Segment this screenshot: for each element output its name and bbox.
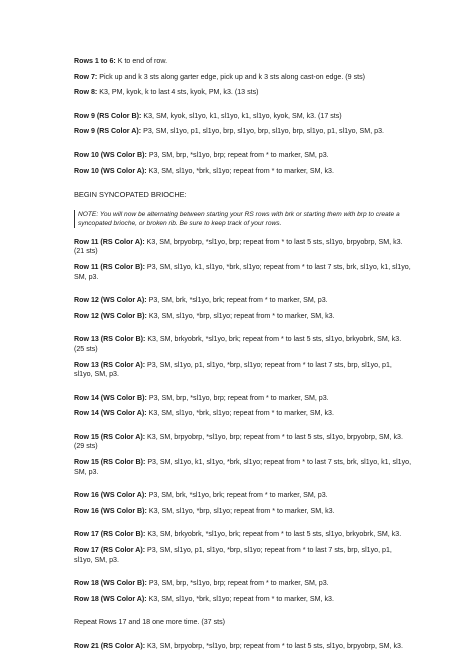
row-12-ws-b: Row 12 (WS Color B): K3, SM, sl1yo, *brp, sl1yo; repeat from * to marker, SM, k3.: [74, 311, 335, 320]
row-15-rs-b: Row 15 (RS Color B): P3, SM, sl1yo, k1, sl1yo, *brk, sl1yo; repeat from * to last 7 sts, brk, sl1yo, k1, sl1yo, SM, p3.: [74, 458, 412, 476]
row-18-ws-a: Row 18 (WS Color A): K3, SM, sl1yo, *brk, sl1yo; repeat from * to marker, SM, k3.: [74, 594, 334, 603]
row-14-ws-b: Row 14 (WS Color B): P3, SM, brp, *sl1yo, brp; repeat from * to marker, SM, p3.: [74, 393, 329, 402]
row-11-rs-a: Row 11 (RS Color A): K3, SM, brpyobrp, *sl1yo, brp; repeat from * to last 5 sts, sl1yo, brpyobrp, SM, k3. (21 sts): [74, 237, 403, 256]
row-9-rs-b: Row 9 (RS Color B): K3, SM, kyok, sl1yo, k1, sl1yo, k1, sl1yo, kyok, SM, k3. (17 sts): [74, 111, 342, 120]
row-12-ws-a: Row 12 (WS Color A): P3, SM, brk, *sl1yo, brk; repeat from * to marker, SM, p3.: [74, 296, 328, 305]
row-16-ws-a: Row 16 (WS Color A): P3, SM, brk, *sl1yo, brk; repeat from * to marker, SM, p3.: [74, 491, 328, 500]
row-11-rs-b: Row 11 (RS Color B): P3, SM, sl1yo, k1, sl1yo, *brk, sl1yo; repeat from * to last 7 sts, brk, sl1yo, k1, sl1yo, SM, p3.: [74, 262, 411, 281]
row-7: Row 7: Pick up and k 3 sts along garter edge, pick up and k 3 sts along cast-on edge. (9 sts): [74, 72, 366, 81]
note-text: NOTE: You will now be alternating between starting your RS rows with brk or starting them with brp to create a syncopated brioche, or broken rib. Be sure to keep track of your rows.: [74, 210, 412, 228]
row-13-rs-b: Row 13 (RS Color B): K3, SM, brkyobrk, *sl1yo, brk; repeat from * to last 5 sts, sl1yo, brkyobrk, SM, k3. (25 sts): [74, 335, 402, 353]
row-13-rs-a: Row 13 (RS Color A): P3, SM, sl1yo, p1, sl1yo, *brp, sl1yo; repeat from * to last 7 sts, brp, sl1yo, p1, sl1yo, SM, p3.: [74, 360, 392, 379]
row-14-ws-a: Row 14 (WS Color A): K3, SM, sl1yo, *brk, sl1yo; repeat from * to marker, SM, k3.: [74, 409, 334, 418]
row-10-ws-a: Row 10 (WS Color A): K3, SM, sl1yo, *brk, sl1yo; repeat from * to marker, SM, k3.: [74, 166, 334, 175]
row-15-rs-a: Row 15 (RS Color A): K3, SM, brpyobrp, *sl1yo, brp; repeat from * to last 5 sts, sl1yo, brpyobrp, SM, k3. (29 sts): [74, 432, 403, 451]
row-17-rs-b: Row 17 (RS Color B): K3, SM, brkyobrk, *sl1yo, brk; repeat from * to last 5 sts, sl1yo, brkyobrk, SM, k3.: [74, 530, 402, 539]
row-16-ws-b: Row 16 (WS Color B): K3, SM, sl1yo, *brp, sl1yo; repeat from * to marker, SM, k3.: [74, 506, 335, 515]
row-1-6: Rows 1 to 6: K to end of row.: [74, 57, 168, 65]
row-17-rs-a: Row 17 (RS Color A): P3, SM, sl1yo, p1, sl1yo, *brp, sl1yo; repeat from * to last 7 sts, brp, sl1yo, p1, sl1yo, SM, p3.: [74, 546, 392, 564]
row-18-ws-b: Row 18 (WS Color B): P3, SM, brp, *sl1yo, brp; repeat from * to marker, SM, p3.: [74, 579, 329, 588]
repeat-instruction: Repeat Rows 17 and 18 one more time. (37 sts): [74, 618, 226, 627]
section-heading: BEGIN SYNCOPATED BRIOCHE:: [74, 190, 187, 200]
row-21-rs-a: Row 21 (RS Color A): K3, SM, brpyobrp, *sl1yo, brp; repeat from * to last 5 sts, sl1yo, brpyobrp, SM, k3.: [74, 642, 403, 650]
row-9-rs-a: Row 9 (RS Color A): P3, SM, sl1yo, p1, sl1yo, brp, sl1yo, brp, sl1yo, brp, sl1yo, p1, sl1yo, SM, p3.: [74, 127, 384, 136]
row-8: Row 8: K3, PM, kyok, k to last 4 sts, kyok, PM, k3. (13 sts): [74, 88, 259, 97]
row-10-ws-b: Row 10 (WS Color B): P3, SM, brp, *sl1yo, brp; repeat from * to marker, SM, p3.: [74, 150, 329, 159]
